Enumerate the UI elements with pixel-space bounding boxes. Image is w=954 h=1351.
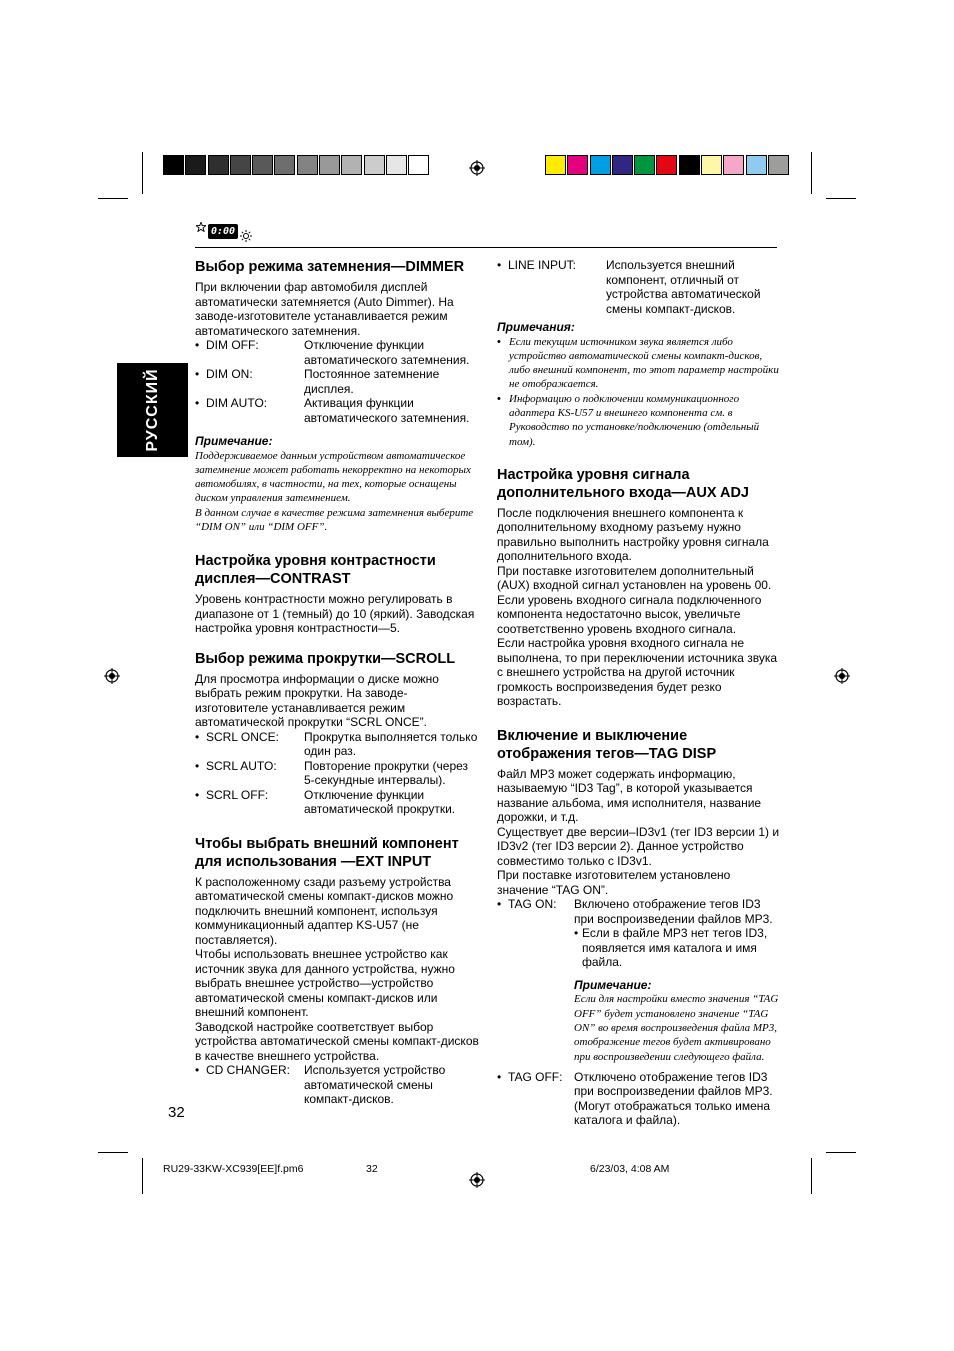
color-swatch <box>679 155 700 175</box>
list-item: • SCRL ONCE: Прокрутка выполняется только один раз. <box>195 729 478 759</box>
note-item: • Если текущим источником звука является либо устройство автоматической смены компакт-дисков, либо внешний компонент, то этот параметр настройки не отображается. <box>497 335 779 391</box>
crop-mark <box>826 1152 856 1153</box>
aux-adj-heading: Настройка уровня сигнала дополнительного входа—AUX ADJ <box>497 466 750 501</box>
dimmer-section <box>195 258 480 534</box>
star-icon <box>196 222 206 232</box>
tag-disp-body: Существует две версии–ID3v1 (тег ID3 версии 1) и ID3v2 (тег ID3 версии 2). Данное устройство совместимо только с ID3v1. <box>497 824 780 868</box>
scroll-section <box>195 650 480 817</box>
color-swatch <box>768 155 789 175</box>
tag-disp-heading: Включение и выключение отображения тегов—TAG DISP <box>497 727 717 762</box>
color-swatch <box>364 155 385 175</box>
color-swatch <box>252 155 273 175</box>
color-swatch <box>341 155 362 175</box>
aux-adj-body: Если настройка уровня входного сигнала не выполнена, то при переключении источника звука с внешнего устройства на другой источник громкость воспроизведения будет резко возрастать. <box>497 636 778 709</box>
color-calibration-bar <box>545 155 790 175</box>
registration-mark-icon <box>469 160 485 176</box>
left-column <box>195 258 480 1107</box>
registration-mark-icon <box>834 668 850 684</box>
list-item: • TAG OFF: Отключено отображение тегов ID3 при воспроизведении файлов MP3. (Могут отображаться только имена каталога и файла). <box>497 1069 773 1128</box>
list-item: • SCRL AUTO: Повторение прокрутки (через 5-секундные интервалы). <box>195 758 469 788</box>
list-item: • DIM AUTO: Активация функции автоматического затемнения. <box>195 396 470 425</box>
aux-adj-section <box>497 466 782 709</box>
ext-input-heading: Чтобы выбрать внешний компонент для использования —EXT INPUT <box>195 835 459 870</box>
color-swatch <box>612 155 633 175</box>
tag-disp-body: При поставке изготовителем установлено значение “TAG ON”. <box>497 868 731 897</box>
crop-mark <box>811 1158 812 1194</box>
sub-list-item: • Если в файле MP3 нет тегов ID3, появляется имя каталога и имя файла. <box>574 926 768 970</box>
color-swatch <box>701 155 722 175</box>
list-item: • CD CHANGER: Используется устройство автоматической смены компакт-дисков. <box>195 1063 446 1107</box>
color-swatch <box>163 155 184 175</box>
aux-adj-body: После подключения внешнего компонента к дополнительному входному разъему нужно правильно выполнить настройку уровня сигнала дополнительного входа. <box>497 505 769 564</box>
footer-filename: RU29-33KW-XC939[EE]f.pm6 <box>163 1163 304 1175</box>
scroll-heading: Выбор режима прокрутки—SCROLL <box>195 650 456 667</box>
note-item: • Информацию о подключении коммуникационного адаптера KS-U57 и внешнего компонента см. в Руководство по установке/подключению (отдельный том). <box>497 392 760 448</box>
grayscale-calibration-bar <box>163 155 431 175</box>
crop-mark <box>98 198 128 199</box>
list-item: • DIM OFF: Отключение функции автоматического затемнения. <box>195 338 470 367</box>
clock-display: 0:00 <box>208 224 238 239</box>
ext-input-body: К расположенному сзади разъему устройства автоматической смены компакт-дисков можно подключить внешний компонент, используя коммуникационный адаптер KS-U57 (не поставляется). <box>195 874 454 947</box>
dimmer-body: При включении фар автомобиля дисплей автоматически затемняется (Auto Dimmer). На заводе-изготовителе устанавливается режим автоматического затемнения. <box>195 280 454 338</box>
registration-mark-icon <box>469 1172 485 1188</box>
registration-mark-icon <box>104 668 120 684</box>
color-swatch <box>590 155 611 175</box>
right-column <box>497 258 782 1128</box>
tag-note <box>574 978 782 1064</box>
notes-heading: Примечания: <box>497 320 575 334</box>
ext-input-body: Заводской настройке соответствует выбор устройства автоматической смены компакт-дисков в качестве внешнего устройства. <box>195 1019 479 1063</box>
list-item: • DIM ON: Постоянное затемнение дисплея. <box>195 367 440 396</box>
crop-mark <box>826 198 856 199</box>
crop-mark <box>811 152 812 194</box>
scroll-body: Для просмотра информации о диске можно выбрать режим прокрутки. На заводе-изготовителе устанавливается режим автоматической прокрутки “SCRL ONCE”. <box>195 671 439 730</box>
color-swatch <box>319 155 340 175</box>
language-tab <box>117 363 188 457</box>
tag-disp-section <box>497 727 782 1128</box>
crop-mark <box>98 1152 128 1153</box>
header-rule <box>195 247 777 248</box>
color-swatch <box>185 155 206 175</box>
tag-note-text: Если для настройки вместо значения “TAG OFF” будет установлено значение “TAG ON” во время воспроизведения файла MP3, отображение тегов будет активировано при воспроизведении следующего файла. <box>574 993 779 1063</box>
contrast-section <box>195 552 480 636</box>
contrast-heading: Настройка уровня контрастности дисплея—CONTRAST <box>195 553 436 588</box>
color-swatch <box>230 155 251 175</box>
dimmer-note-heading: Примечание: <box>195 434 273 448</box>
dimmer-heading: Выбор режима затемнения—DIMMER <box>195 259 465 275</box>
ext-input-section <box>195 835 480 1107</box>
color-swatch <box>634 155 655 175</box>
color-swatch <box>567 155 588 175</box>
language-tab-label: РУССКИЙ <box>144 368 161 452</box>
list-item: • SCRL OFF: Отключение функции автоматической прокрутки. <box>195 787 456 817</box>
footer-page: 32 <box>366 1163 378 1175</box>
dimmer-note-text: В данном случае в качестве режима затемнения выберите “DIM ON” или “DIM OFF”. <box>195 506 474 533</box>
aux-adj-body: При поставке изготовителем дополнительный (AUX) входной сигнал установлен на уровень 00. Если уровень входного сигнала подключенного компонента недостаточно высок, увеличьте соответственно уровень входного сигнала. <box>497 563 772 636</box>
footer-date: 6/23/03, 4:08 AM <box>590 1163 670 1175</box>
color-swatch <box>723 155 744 175</box>
color-swatch <box>545 155 566 175</box>
color-swatch <box>746 155 767 175</box>
page-number: 32 <box>168 1104 185 1121</box>
crop-mark <box>142 152 143 194</box>
contrast-body: Уровень контрастности можно регулировать в диапазоне от 1 (темный) до 10 (яркий). Заводская настройка уровня контрастности—5. <box>195 592 475 636</box>
list-item: • LINE INPUT: Используется внешний компонент, отличный от устройства автоматической смены компакт-дисков. <box>497 258 761 316</box>
color-swatch <box>208 155 229 175</box>
tag-note-heading: Примечание: <box>574 977 652 992</box>
dimmer-note-text: Поддерживаемое данным устройством автоматическое затемнение может работать некорректно на некоторых автомобилях, в частности, на тех, которые оснащены диском управления затемнением. <box>195 449 471 505</box>
color-swatch <box>386 155 407 175</box>
crop-mark <box>142 1158 143 1194</box>
color-swatch <box>274 155 295 175</box>
list-item: • TAG ON: Включено отображение тегов ID3 при воспроизведении файлов MP3. <box>497 897 773 926</box>
ext-input-body: Чтобы использовать внешнее устройство как источник звука для данного устройства, нужно выбрать внешнее устройство—устройство автоматической смены компакт-дисков или внешний компонент. <box>195 947 455 1020</box>
color-swatch <box>656 155 677 175</box>
tag-disp-body: Файл MP3 может содержать информацию, называемую “ID3 Tag”, в которой указывается название альбома, имя исполнителя, название дорожки, и т.д. <box>497 766 762 825</box>
color-swatch <box>408 155 429 175</box>
color-swatch <box>297 155 318 175</box>
dimmer-sun-icon <box>240 230 252 242</box>
